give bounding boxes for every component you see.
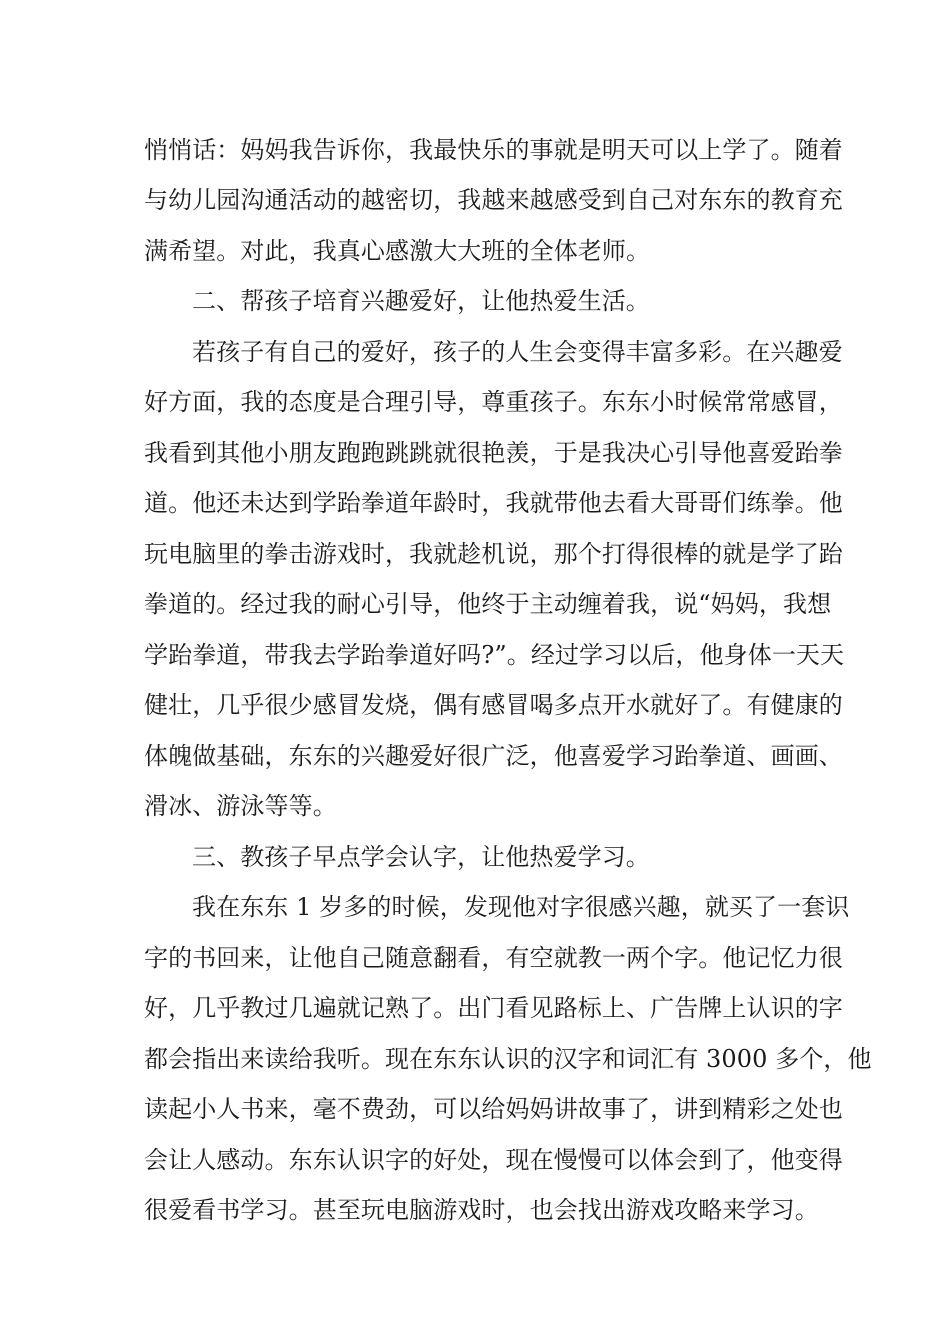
- body-text-line: 字的书回来，让他自己随意翻看，有空就教一两个字。他记忆力很: [144, 944, 843, 972]
- body-text-line: 与幼儿园沟通活动的越密切，我越来越感受到自己对东东的教育充: [144, 186, 843, 214]
- body-text-line: 读起小人书来，毫不费劲，可以给妈妈讲故事了，讲到精彩之处也: [144, 1095, 843, 1123]
- body-text-line: 拳道的。经过我的耐心引导，他终于主动缠着我，说“妈妈，我想: [144, 590, 832, 618]
- body-text-line: 会让人感动。东东认识字的好处，现在慢慢可以体会到了，他变得: [144, 1146, 843, 1174]
- body-text-line: 满希望。对此，我真心感激大大班的全体老师。: [144, 237, 651, 265]
- body-text-line: 好，几乎教过几遍就记熟了。出门看见路标上、广告牌上认识的字: [144, 994, 843, 1022]
- body-text-line: 很爱看书学习。甚至玩电脑游戏时，也会找出游戏攻略来学习。: [144, 1196, 819, 1224]
- body-text-line: 悄悄话：妈妈我告诉你，我最快乐的事就是明天可以上学了。随着: [144, 136, 843, 164]
- body-text-line: 若孩子有自己的爱好，孩子的人生会变得丰富多彩。在兴趣爱: [192, 338, 843, 366]
- body-text-line: 体魄做基础，东东的兴趣爱好很广泛，他喜爱学习跆拳道、画画、: [144, 742, 843, 770]
- section-heading: 三、教孩子早点学会认字，让他热爱学习。: [192, 843, 650, 871]
- body-text-line: 玩电脑里的拳击游戏时，我就趁机说，那个打得很棒的就是学了跆: [144, 540, 843, 568]
- body-text-line: 滑冰、游泳等等。: [144, 792, 337, 820]
- body-text-line: 好方面，我的态度是合理引导，尊重孩子。东东小时候常常感冒，: [144, 388, 843, 416]
- body-text-line: 我在东东 1 岁多的时候，发现他对字很感兴趣，就买了一套识: [192, 893, 850, 921]
- body-text-line: 道。他还未达到学跆拳道年龄时，我就带他去看大哥哥们练拳。他: [144, 489, 843, 517]
- body-text-line: 健壮，几乎很少感冒发烧，偶有感冒喝多点开水就好了。有健康的: [144, 691, 843, 719]
- body-text-line: 都会指出来读给我听。现在东东认识的汉字和词汇有 3000 多个，他: [144, 1045, 872, 1073]
- body-text-line: 我看到其他小朋友跑跑跳跳就很艳羡，于是我决心引导他喜爱跆拳: [144, 439, 843, 467]
- body-text-line: 学跆拳道，带我去学跆拳道好吗?”。经过学习以后，他身体一天天: [144, 641, 845, 669]
- section-heading: 二、帮孩子培育兴趣爱好，让他热爱生活。: [192, 287, 650, 315]
